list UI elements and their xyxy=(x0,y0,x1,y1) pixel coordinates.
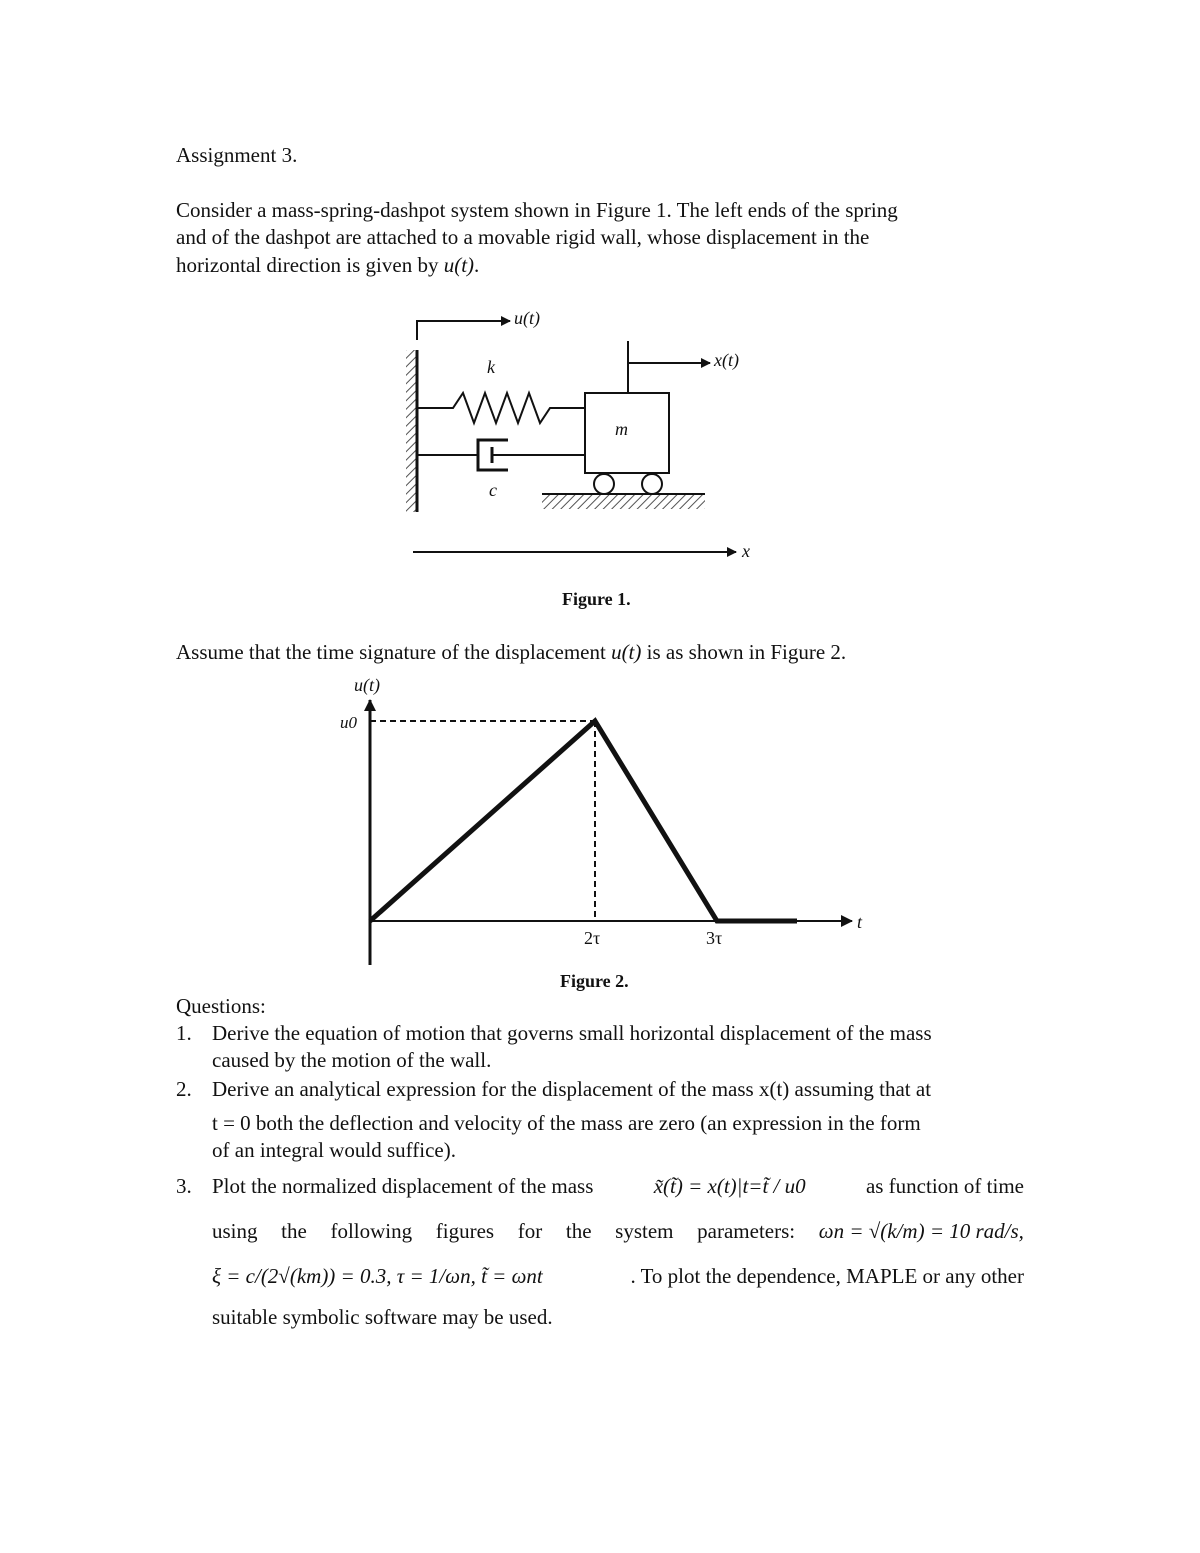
q3-word-4: for xyxy=(517,1219,543,1243)
figure-2-caption: Figure 2. xyxy=(560,971,629,991)
question-3-number: 3. xyxy=(176,1174,192,1198)
q3-line3-text: . To plot the dependence, MAPLE or any other xyxy=(630,1264,1024,1288)
figure-1-caption: Figure 1. xyxy=(562,589,631,609)
question-2-number: 2. xyxy=(176,1077,192,1101)
fig1-label-u: u(t) xyxy=(514,308,540,328)
q3-line1-text-b: as function of time xyxy=(865,1174,1024,1198)
intro-line-3-text: horizontal direction is given by xyxy=(176,253,439,277)
series-line xyxy=(370,721,797,921)
assume-text-after: is as shown in Figure 2. xyxy=(646,640,847,664)
question-3-line-4: suitable symbolic software may be used. xyxy=(212,1305,553,1329)
questions-heading: Questions: xyxy=(176,994,266,1018)
fig1-label-m: m xyxy=(615,419,628,439)
q3-word-0: using xyxy=(212,1219,258,1243)
assume-text-before: Assume that the time signature of the displacement xyxy=(176,640,606,664)
fig2-ylabel: u(t) xyxy=(354,675,380,695)
q3-word-7: parameters: xyxy=(697,1219,796,1243)
fig1-label-axis: x xyxy=(742,541,750,561)
intro-line-1: Consider a mass-spring-dashpot system shown in Figure 1. The left ends of the spring xyxy=(176,198,898,222)
question-2-line-2: t = 0 both the deflection and velocity of the mass are zero (an expression in the form xyxy=(212,1111,921,1135)
question-3-line-2 xyxy=(212,1218,1024,1245)
q3-line3-math: ξ = c/(2√(km)) = 0.3, τ = 1/ωn, t̃ = ωnt xyxy=(212,1264,543,1288)
fig2-tick-2tau: 2τ xyxy=(584,928,601,948)
fig2-xlabel: t xyxy=(857,912,863,932)
fig2-peak-label: u0 xyxy=(340,713,357,732)
q3-line2-math: ωn = √(k/m) = 10 rad/s, xyxy=(818,1219,1024,1243)
fig1-label-k: k xyxy=(487,357,495,377)
question-3-line-1 xyxy=(212,1173,1024,1200)
q3-word-3: figures xyxy=(435,1219,495,1243)
intro-line-3-end: . xyxy=(474,253,480,277)
q3-word-6: system xyxy=(615,1219,674,1243)
question-1-line-1: Derive the equation of motion that governs small horizontal displacement of the mass xyxy=(212,1021,932,1045)
q3-word-1: the xyxy=(281,1219,307,1243)
question-2-line-1: Derive an analytical expression for the displacement of the mass x(t) assuming that at xyxy=(212,1077,932,1101)
q3-line1-math: x̃(t̃) = x(t)|t=t̃ / u0 xyxy=(653,1174,806,1198)
question-3-line-3 xyxy=(212,1263,1024,1290)
page-title: Assignment 3. xyxy=(176,143,298,167)
fig1-label-c: c xyxy=(489,480,497,500)
assume-math: u(t) xyxy=(611,640,642,664)
intro-line-3-math: u(t) xyxy=(443,253,475,277)
fig2-tick-3tau: 3τ xyxy=(706,928,723,948)
q3-word-2: following xyxy=(330,1219,413,1243)
fig1-label-x: x(t) xyxy=(714,350,739,370)
intro-line-2: and of the dashpot are attached to a movable rigid wall, whose displacement in the xyxy=(176,225,870,249)
q3-word-5: the xyxy=(565,1219,592,1243)
q3-line1-text-a: Plot the normalized displacement of the mass xyxy=(212,1174,594,1198)
question-2-line-3: of an integral would suffice). xyxy=(212,1138,456,1162)
question-1-line-2: caused by the motion of the wall. xyxy=(212,1048,492,1072)
question-1-number: 1. xyxy=(176,1021,192,1045)
